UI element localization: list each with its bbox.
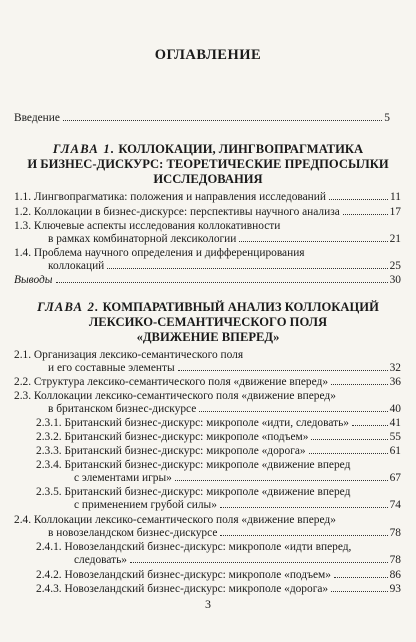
- toc-entry-page: 41: [389, 417, 401, 429]
- page-title: ОГЛАВЛЕНИЕ: [154, 47, 262, 63]
- toc-entry-label: 1.1. Лингвопрагматика: положения и направления исследований: [14, 191, 326, 203]
- toc-entry-page: 30: [389, 274, 401, 286]
- toc-entry-page: 11: [390, 191, 401, 203]
- dot-leader: [331, 591, 387, 592]
- toc-entry-page: 61: [389, 445, 401, 457]
- toc-entry-label: Выводы: [14, 274, 53, 286]
- toc-entry: [14, 514, 401, 541]
- dot-leader: [130, 562, 388, 563]
- toc-entry: [14, 247, 401, 274]
- toc-entry-label: в британском бизнес-дискурсе: [48, 403, 197, 416]
- toc-entry-page: 78: [389, 527, 401, 540]
- dot-leader: [220, 507, 388, 508]
- toc-entry: [36, 583, 401, 596]
- toc-entry: [36, 569, 401, 582]
- toc-entry-label: 2.1. Организация лексико-семантического поля: [14, 349, 244, 361]
- dot-leader: [334, 577, 388, 578]
- toc-entry-page: 36: [389, 376, 401, 388]
- dot-leader: [352, 425, 388, 426]
- toc-entry-label: 2.3.4. Британский бизнес-дискурс: микрополе «движение вперед: [36, 459, 351, 471]
- toc-entry: [36, 541, 401, 568]
- toc-entry-label: 2.2. Структура лексико-семантического поля «движение вперед»: [14, 376, 329, 388]
- toc-entry: [36, 459, 401, 486]
- dot-leader: [175, 480, 388, 481]
- chapter-label: ГЛАВА 2.: [37, 300, 100, 314]
- toc-entry-label: 2.3. Коллокации лексико-семантического поля «движение вперед»: [14, 390, 336, 402]
- dot-leader: [331, 384, 388, 385]
- toc-entry-label: 1.4. Проблема научного определения и дифференцирования: [14, 247, 305, 259]
- toc-entry: [14, 349, 401, 376]
- toc-entry-intro: [14, 112, 390, 125]
- toc-entry-label: 1.2. Коллокации в бизнес-дискурсе: перспективы научного анализа: [14, 206, 340, 218]
- chapter-title-line: ИССЛЕДОВАНИЯ: [153, 171, 263, 186]
- toc-entry-label: коллокаций: [48, 260, 105, 273]
- toc-entry-page: 74: [389, 499, 401, 512]
- toc-entry-label: в новозеландском бизнес-дискурсе: [48, 527, 218, 540]
- toc-entry-label: 2.4. Коллокации лексико-семантического поля «движение вперед»: [14, 514, 336, 526]
- toc-entry-page: 32: [389, 362, 401, 375]
- dot-leader: [311, 439, 387, 440]
- toc-entry-label: 1.3. Ключевые аспекты исследования коллокативности: [14, 220, 281, 232]
- dot-leader: [329, 199, 388, 200]
- toc-entry-label: 2.3.3. Британский бизнес-дискурс: микрополе «дорога»: [36, 445, 306, 457]
- toc-entry: [14, 206, 401, 219]
- toc-entry-page: 78: [389, 554, 401, 567]
- toc-entry-label: и его составные элементы: [48, 362, 175, 375]
- dot-leader: [107, 268, 387, 269]
- toc-entry: [36, 486, 401, 513]
- chapter-1-heading: [0, 142, 416, 186]
- toc-entry-label: 2.3.2. Британский бизнес-дискурс: микрополе «подъем»: [36, 431, 309, 443]
- toc-entry-page: 86: [389, 569, 401, 581]
- toc-entry-label: Введение: [14, 112, 60, 124]
- dot-leader: [309, 453, 388, 454]
- toc-entry: [36, 431, 401, 444]
- chapter-title-line: КОЛЛОКАЦИИ, ЛИНГВОПРАГМАТИКА: [118, 142, 364, 156]
- dot-leader: [220, 535, 387, 536]
- chapter-title-line: КОМПАРАТИВНЫЙ АНАЛИЗ КОЛЛОКАЦИЙ: [102, 300, 379, 314]
- toc-entry-page: 21: [389, 233, 401, 246]
- chapter-2-heading: [0, 300, 416, 344]
- toc-entry-label: в рамках комбинаторной лексикологии: [48, 233, 237, 246]
- dot-leader: [178, 370, 388, 371]
- toc-entry-label: 2.4.2. Новозеландский бизнес-дискурс: микрополе «подъем»: [36, 569, 331, 581]
- chapter-title-line: ЛЕКСИКО-СЕМАНТИЧЕСКОГО ПОЛЯ: [88, 314, 328, 329]
- toc-entry: [14, 376, 401, 389]
- toc-entry-page: 67: [389, 472, 401, 485]
- toc-entry: [14, 220, 401, 247]
- dot-leader: [56, 282, 388, 283]
- toc-entry-page: 93: [389, 583, 401, 595]
- toc-entry-page: 25: [389, 260, 401, 273]
- toc-entry-page: 5: [384, 112, 390, 124]
- dot-leader: [239, 241, 387, 242]
- toc-entry-label: с элементами игры»: [74, 472, 172, 485]
- dot-leader: [343, 214, 388, 215]
- toc-entry: [14, 191, 401, 204]
- toc-entry-page: 55: [389, 431, 401, 443]
- toc-entry-label: следовать»: [74, 554, 127, 567]
- dot-leader: [199, 411, 387, 412]
- toc-entry-page: 17: [389, 206, 401, 218]
- toc-entry: [36, 417, 401, 430]
- chapter-title-line: «ДВИЖЕНИЕ ВПЕРЕД»: [136, 329, 280, 344]
- chapter-title-line: И БИЗНЕС-ДИСКУРС: ТЕОРЕТИЧЕСКИЕ ПРЕДПОСЫЛКИ: [27, 156, 389, 171]
- toc-entry-label: 2.4.1. Новозеландский бизнес-дискурс: микрополе «идти вперед,: [36, 541, 352, 553]
- toc-entry-label: с применением грубой силы»: [74, 499, 217, 512]
- toc-entry-page: 40: [389, 403, 401, 416]
- page-number: 3: [205, 597, 211, 611]
- dot-leader: [63, 120, 382, 121]
- toc-entry-conclusions: [14, 274, 401, 287]
- toc-entry-label: 2.4.3. Новозеландский бизнес-дискурс: микрополе «дорога»: [36, 583, 329, 595]
- toc-entry-label: 2.3.5. Британский бизнес-дискурс: микрополе «движение вперед: [36, 486, 351, 498]
- toc-entry: [36, 445, 401, 458]
- toc-entry: [14, 390, 401, 417]
- toc-entry-label: 2.3.1. Британский бизнес-дискурс: микрополе «идти, следовать»: [36, 417, 349, 429]
- chapter-label: ГЛАВА 1.: [52, 142, 116, 156]
